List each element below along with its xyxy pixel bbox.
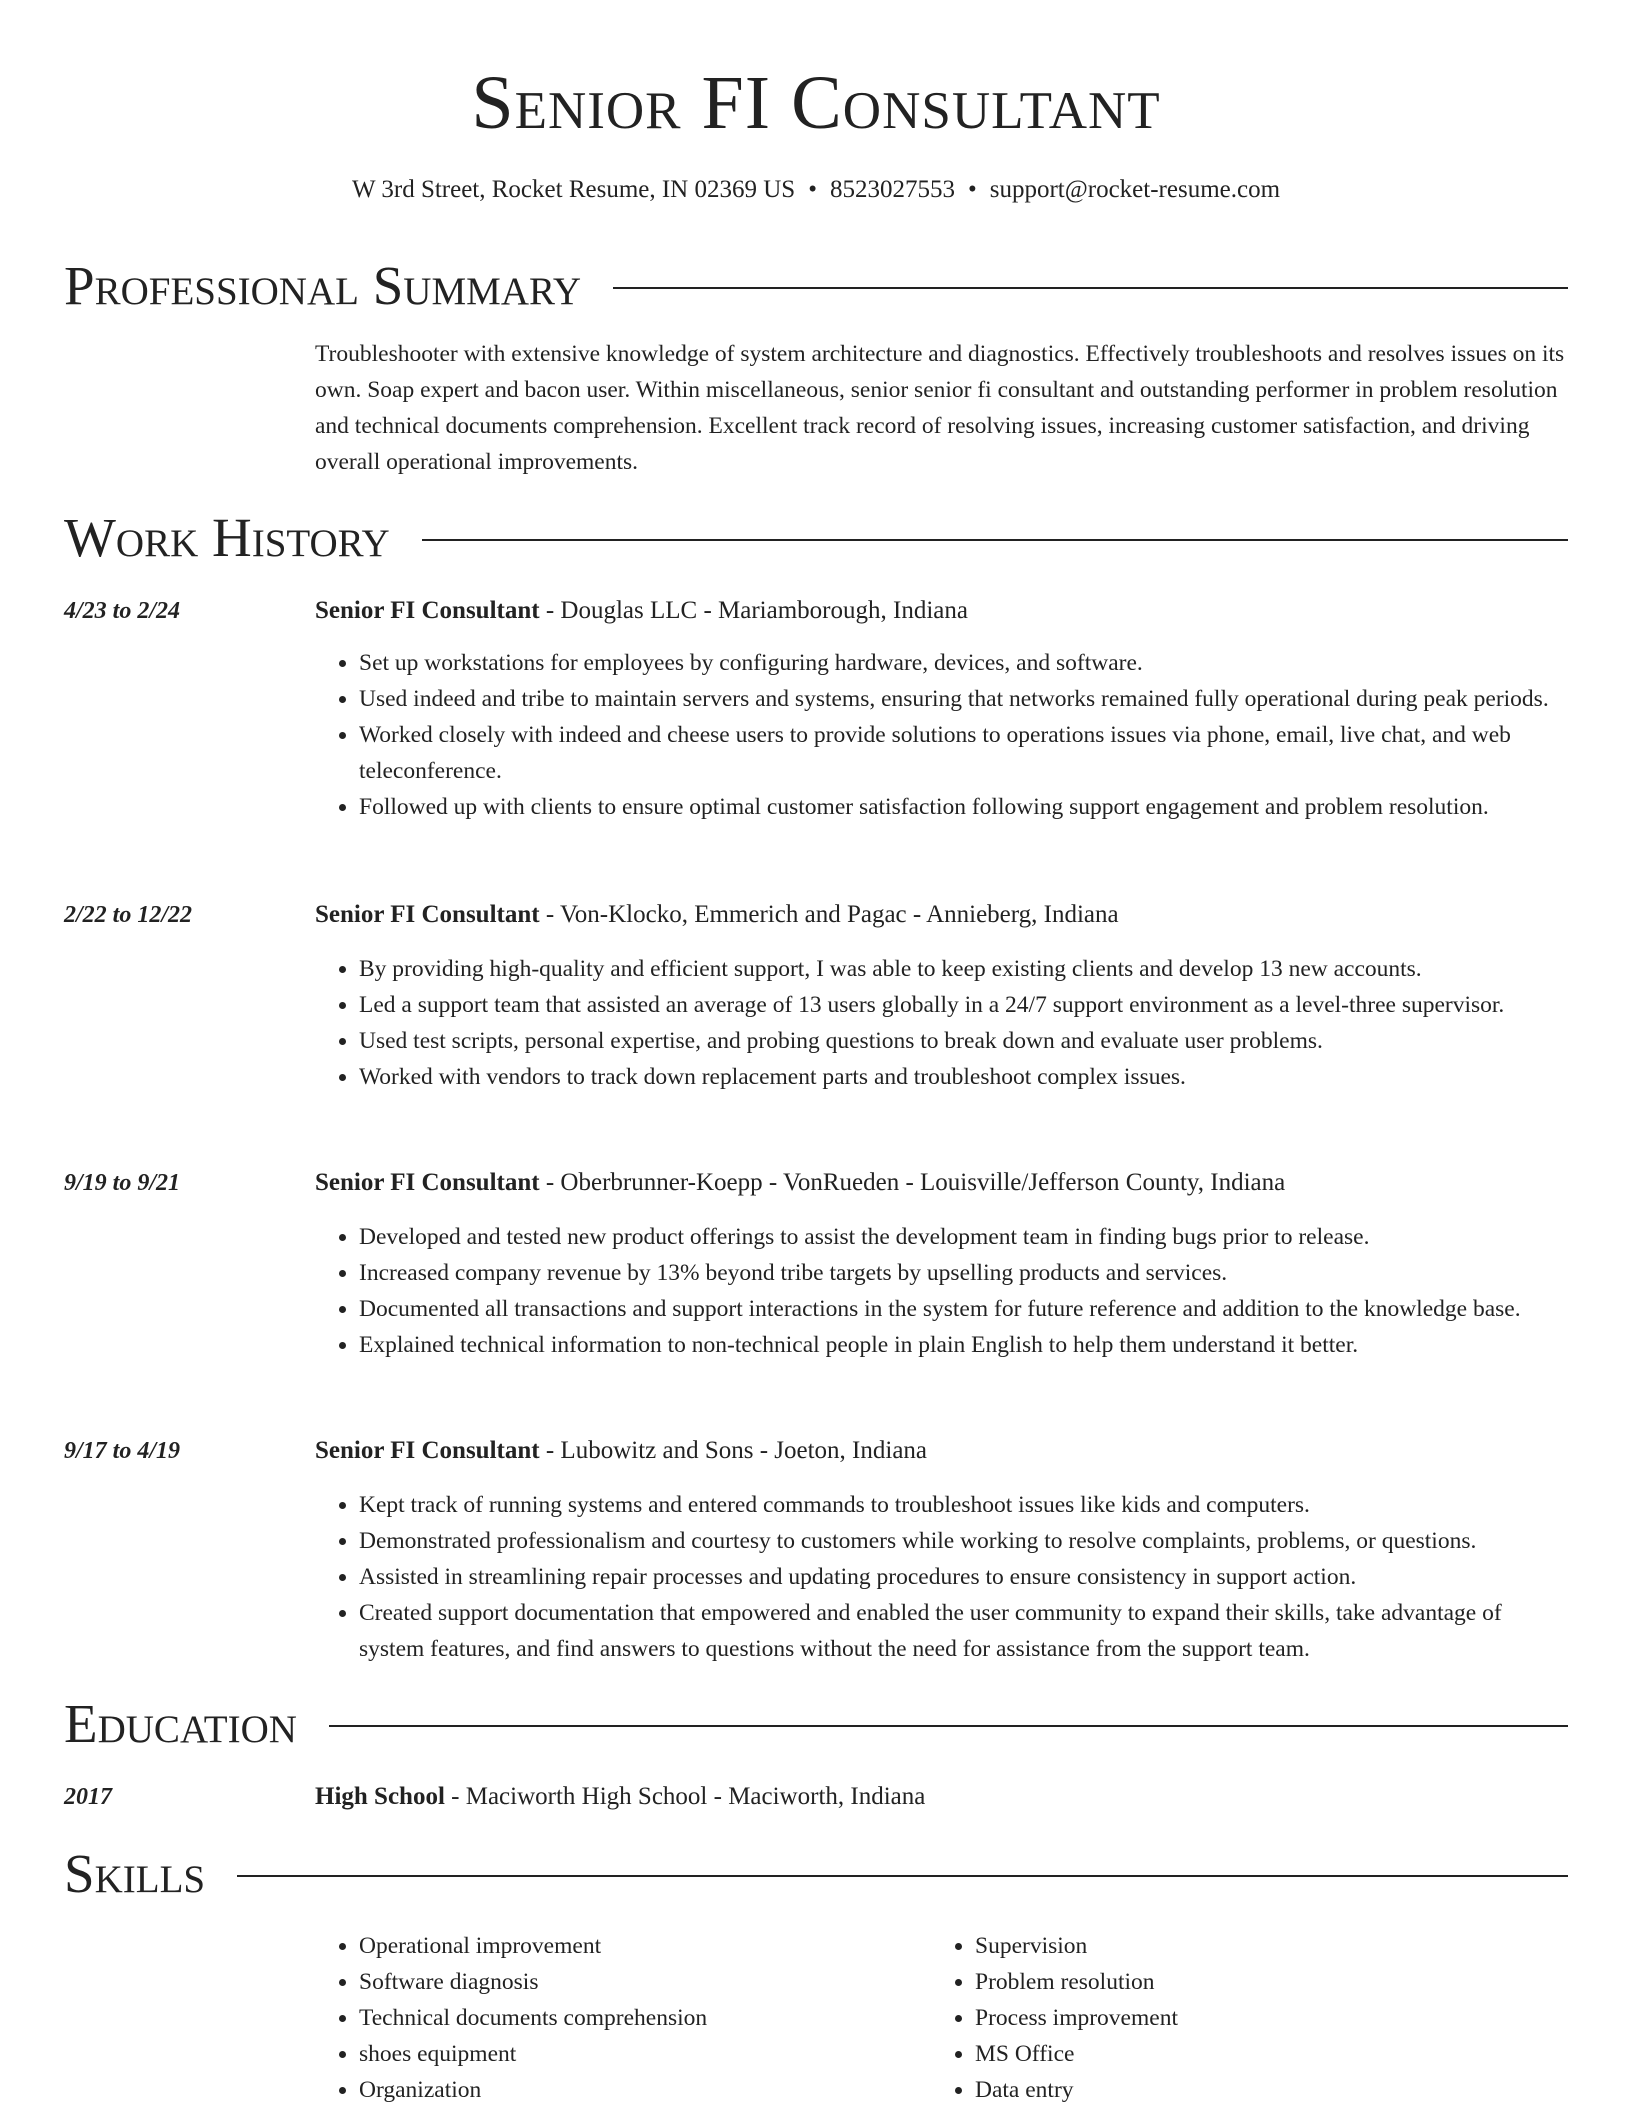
- job-heading: [315, 898, 1568, 932]
- contact-phone: 8523027553: [829, 176, 955, 203]
- candidate-name: Senior FI Consultant: [471, 61, 1161, 145]
- contact-email: support@rocket-resume.com: [989, 176, 1281, 203]
- section-title-education: Education: [64, 1693, 297, 1754]
- contact-separator: •: [808, 176, 817, 203]
- list-item: • Demonstrated professionalism and courtesy to customers while working to resolve complaints, problems, or questions.: [359, 1523, 1568, 1559]
- job-role: Senior FI Consultant: [315, 597, 540, 624]
- job-heading: [315, 1166, 1568, 1200]
- list-item: • Documented all transactions and support interactions in the system for future reference and addition to the knowledge base.: [359, 1291, 1568, 1327]
- job-heading: [315, 594, 1568, 628]
- summary-text: Troubleshooter with extensive knowledge of system architecture and diagnostics. Effectively troubleshoots and resolves issues on its own. Soap expert and bacon user. Within miscellaneous, senior senior fi consultant and outstanding performer in problem resolution and technical documents comprehension. Excellent track record of resolving issues, increasing customer satisfaction, and driving overall operational improvements.: [315, 341, 1565, 475]
- job-dates: 4/23 to 2/24: [64, 598, 181, 624]
- skill-item: • Operational improvement: [359, 1928, 915, 1964]
- list-item: • By providing high-quality and efficient support, I was able to keep existing clients and develop 13 new accounts.: [359, 951, 1568, 987]
- work-section-header: [64, 506, 1568, 570]
- job-dates: 9/19 to 9/21: [64, 1170, 181, 1196]
- job-bullets: [315, 1487, 1568, 1667]
- education-details: - Maciworth High School - Maciworth, Indiana: [444, 1783, 926, 1810]
- skill-item: • Process improvement: [975, 2000, 1551, 2036]
- skill-item: • Software diagnosis: [359, 1964, 915, 2000]
- section-divider: [237, 1875, 1568, 1877]
- list-item: • Led a support team that assisted an average of 13 users globally in a 24/7 support environment as a level-three supervisor.: [359, 987, 1568, 1023]
- skill-item: • shoes equipment: [359, 2036, 915, 2072]
- list-item: • Kept track of running systems and entered commands to troubleshoot issues like kids and computers.: [359, 1487, 1568, 1523]
- list-item: • Increased company revenue by 13% beyond tribe targets by upselling products and services.: [359, 1255, 1568, 1291]
- skills-section-header: [64, 1842, 1568, 1906]
- job-details: - Von-Klocko, Emmerich and Pagac - Annieberg, Indiana: [539, 901, 1119, 928]
- list-item: • Assisted in streamlining repair processes and updating procedures to ensure consistency in support action.: [359, 1559, 1568, 1595]
- job-role: Senior FI Consultant: [315, 1169, 540, 1196]
- skill-item: • Supervision: [975, 1928, 1551, 1964]
- skills-list-left: [315, 1928, 915, 2108]
- contact-address: W 3rd Street, Rocket Resume, IN 02369 US: [351, 176, 796, 203]
- section-divider: [329, 1725, 1568, 1727]
- job-bullets: [315, 645, 1568, 825]
- job-dates: 9/17 to 4/19: [64, 1438, 181, 1464]
- skill-item: • Technical documents comprehension: [359, 2000, 915, 2036]
- summary-section-header: [64, 254, 1568, 318]
- education-year: 2017: [64, 1784, 112, 1810]
- job-details: - Lubowitz and Sons - Joeton, Indiana: [539, 1437, 928, 1464]
- list-item: • Worked with vendors to track down replacement parts and troubleshoot complex issues.: [359, 1059, 1568, 1095]
- skill-item: • Problem resolution: [975, 1964, 1551, 2000]
- job-bullets: [315, 951, 1568, 1095]
- list-item: • Worked closely with indeed and cheese users to provide solutions to operations issues via phone, email, live chat, and web teleconference.: [359, 717, 1568, 789]
- section-divider: [613, 287, 1568, 289]
- list-item: • Developed and tested new product offerings to assist the development team in finding bugs prior to release.: [359, 1219, 1568, 1255]
- education-section-header: [64, 1692, 1568, 1756]
- job-details: - Oberbrunner-Koepp - VonRueden - Louisville/Jefferson County, Indiana: [539, 1169, 1286, 1196]
- section-title-summary: Professional Summary: [64, 255, 582, 316]
- job-details: - Douglas LLC - Mariamborough, Indiana: [539, 597, 968, 624]
- job-role: Senior FI Consultant: [315, 901, 540, 928]
- section-title-work: Work History: [64, 507, 390, 568]
- contact-line: [0, 173, 1632, 207]
- list-item: • Used test scripts, personal expertise, and probing questions to break down and evaluate user problems.: [359, 1023, 1568, 1059]
- job-role: Senior FI Consultant: [315, 1437, 540, 1464]
- list-item: • Created support documentation that empowered and enabled the user community to expand their skills, take advantage of system features, and find answers to questions without the need for assistance from the support team.: [359, 1595, 1568, 1667]
- list-item: • Followed up with clients to ensure optimal customer satisfaction following support engagement and problem resolution.: [359, 789, 1568, 825]
- list-item: • Used indeed and tribe to maintain servers and systems, ensuring that networks remained fully operational during peak periods.: [359, 681, 1568, 717]
- skill-item: • Organization: [359, 2072, 915, 2108]
- job-bullets: [315, 1219, 1568, 1363]
- job-heading: [315, 1434, 1568, 1468]
- skill-item: • Data entry: [975, 2072, 1551, 2108]
- skills-list-right: [931, 1928, 1551, 2108]
- education-degree: High School: [315, 1783, 445, 1810]
- list-item: • Explained technical information to non-technical people in plain English to help them understand it better.: [359, 1327, 1568, 1363]
- skill-item: • MS Office: [975, 2036, 1551, 2072]
- education-heading: [315, 1780, 1568, 1814]
- job-dates: 2/22 to 12/22: [64, 902, 193, 928]
- section-divider: [422, 539, 1568, 541]
- contact-separator: •: [967, 176, 977, 203]
- section-title-skills: Skills: [64, 1843, 206, 1904]
- list-item: • Set up workstations for employees by configuring hardware, devices, and software.: [359, 645, 1568, 681]
